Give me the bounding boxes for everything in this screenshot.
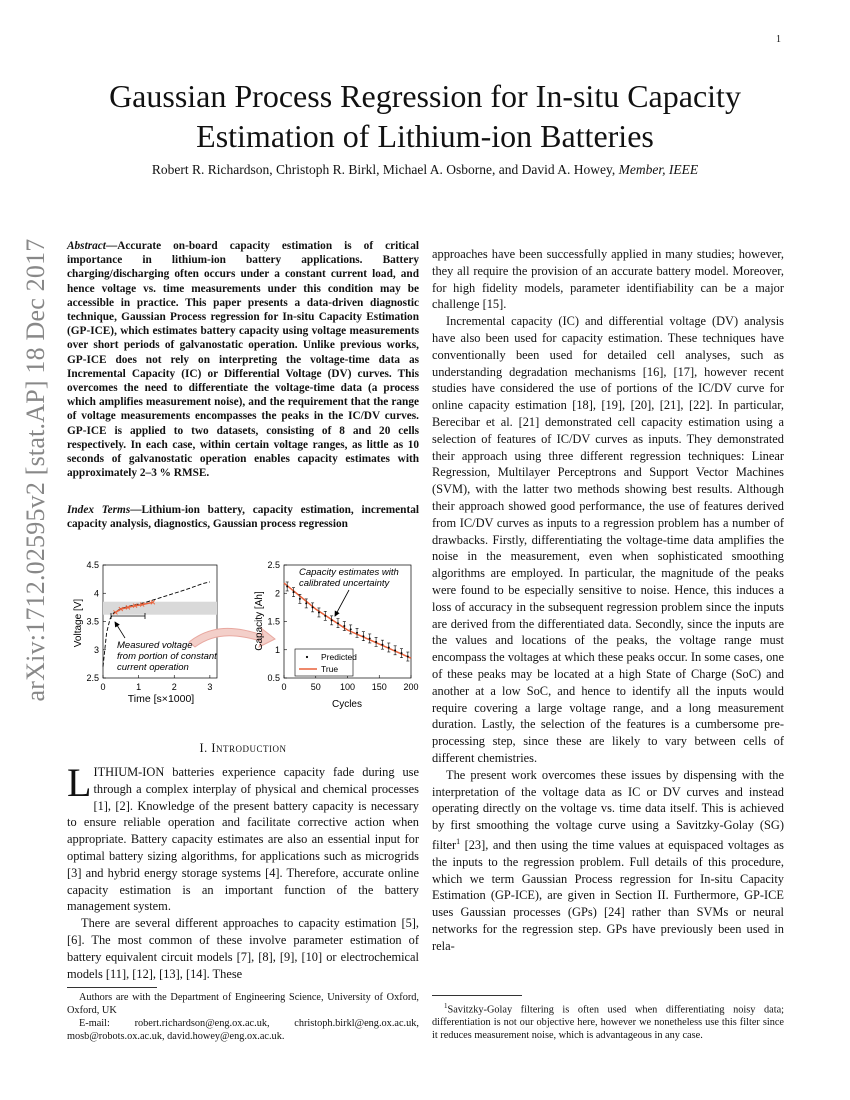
right-ytick-label: 1 xyxy=(274,644,280,655)
footnote-rule-right xyxy=(432,995,522,996)
right-ytick-label: 2 xyxy=(274,588,280,599)
author-emails: E-mail: robert.richardson@eng.ox.ac.uk, christoph.birkl@eng.ox.ac.uk, mosb@robots.ox.ac.uk, david.howey@eng.ox.ac.uk. xyxy=(67,1018,419,1042)
predicted-point xyxy=(299,598,301,600)
left-annotation-line-2: from portion of constant xyxy=(117,651,217,662)
left-ytick-label: 3.5 xyxy=(86,616,99,627)
intro-column xyxy=(67,760,419,982)
footnote-rule-left xyxy=(67,987,157,988)
index-terms-text: —Lithium-ion battery, capacity estimation, incremental capacity analysis, diagnostics, Gaussian process regression xyxy=(67,504,419,531)
right-paragraph-3 xyxy=(432,767,784,955)
paper-title xyxy=(60,76,790,156)
author-list xyxy=(60,162,790,178)
intro-paragraph-1-text: ITHIUM-ION batteries experience capacity fade during use through a complex interplay of physical and chemical processes [1], [2]. Knowledge of the present battery capacity is necessary to ensure reliable operation and facilitate corrective action when appropriate. Battery capacity estimates are also an essential input for optimal battery sizing algorithms, for applications such as microgrids [3] and hybrid energy storage systems [4]. Therefore, accurate online capacity estimation is an important function of the battery management system. xyxy=(67,765,419,914)
left-annotation-pointer xyxy=(115,622,125,638)
predicted-point xyxy=(324,615,326,617)
predicted-point xyxy=(293,591,295,593)
arxiv-stamp xyxy=(0,0,60,1100)
sg-footnote-text: Savitzky-Golay filtering is often used when differentiating noisy data; differentiation is not our objective here, however we nonetheless use this filter since it reduces measurement noise, which is advantageous in any case. xyxy=(432,1004,784,1042)
dropcap: L xyxy=(67,760,92,805)
predicted-point xyxy=(381,644,383,646)
predicted-point xyxy=(407,656,409,658)
title-line-1: Gaussian Process Regression for In-situ Capacity xyxy=(109,78,741,114)
sg-footnote-mark: 1 xyxy=(444,1002,448,1010)
right-xtick-label: 200 xyxy=(403,682,419,692)
right-annotation-pointer xyxy=(335,590,349,616)
section-heading-text: I. Introduction xyxy=(199,741,287,755)
authors-member: Member, IEEE xyxy=(618,162,699,177)
footnote-ref[interactable]: 1 xyxy=(456,836,461,846)
predicted-point xyxy=(369,637,371,639)
legend-true-label: True xyxy=(321,664,339,674)
predicted-point xyxy=(312,606,314,608)
author-footnote xyxy=(67,991,419,1043)
predicted-point xyxy=(375,641,377,643)
sg-footnote xyxy=(432,1000,784,1042)
right-ytick-label: 1.5 xyxy=(267,616,280,627)
predicted-point xyxy=(356,632,358,634)
right-paragraph-3-a: The present work overcomes these issues by dispensing with the interpretation of the voltage data as IC or DV curves and instead operating directly on the voltage vs. time data itself. This is achieved by first smoothing the voltage curve using a Savitzky-Golay (SG) filter xyxy=(432,767,784,853)
right-ytick-label: 0.5 xyxy=(267,673,280,683)
right-xtick-label: 150 xyxy=(371,682,387,692)
predicted-point xyxy=(362,635,364,637)
abstract-label: Abstract xyxy=(67,240,106,252)
figure-1 xyxy=(67,555,419,715)
right-annotation-line-1: Capacity estimates with xyxy=(299,567,399,578)
legend-predicted-label: Predicted xyxy=(321,652,357,662)
predicted-point xyxy=(305,602,307,604)
left-ytick-label: 2.5 xyxy=(86,673,99,683)
right-xtick-label: 100 xyxy=(339,682,356,692)
left-xtick-label: 2 xyxy=(171,682,177,692)
title-line-2: Estimation of Lithium-ion Batteries xyxy=(196,118,654,154)
left-xtick-label: 0 xyxy=(100,682,106,692)
left-ytick-label: 3 xyxy=(93,644,99,655)
abstract-text: —Accurate on-board capacity estimation is of critical importance in lithium-ion battery applications. Battery charging/discharging often occurs under a constant current load, and hence voltage vs. time measurements under this condition may be accessible in practice. This paper presents a data-driven diagnostic technique, Gaussian Process regression for In-situ Capacity Estimation (GP-ICE), which estimates battery capacity using voltage measurements over short periods of galvanostatic operation. Unlike previous works, GP-ICE does not rely on interpreting the voltage-time data as Incremental Capacity (IC) or Differential Voltage (DV) curves. This overcomes the need to differentiate the voltage-time data (a process which amplifies measurement noise), and the requirement that the range of voltage measurements encompasses the peaks in the IC/DV curves. GP-ICE is applied to two datasets, consisting of 8 and 20 cells respectively. In each case, within certain voltage ranges, as little as 10 seconds of galvanostatic operation enables capacity estimates with approximately 2–3 % RMSE. xyxy=(67,240,419,480)
left-xtick-label: 1 xyxy=(136,682,142,692)
predicted-point xyxy=(394,649,396,651)
true-capacity-line xyxy=(284,583,411,658)
intro-paragraph-2: There are several different approaches to capacity estimation [5], [6]. The most common of these involve parameter estimation of battery equivalent circuit models [7], [8], [9], [10] or electrochemical models [11], [12], [13], [14]. These xyxy=(67,916,419,981)
right-annotation-line-2: calibrated uncertainty xyxy=(299,578,390,589)
predicted-point xyxy=(350,628,352,630)
predicted-point xyxy=(337,622,339,624)
predicted-point xyxy=(343,625,345,627)
page-number: 1 xyxy=(776,34,781,45)
predicted-point xyxy=(331,619,333,621)
predicted-point xyxy=(400,652,402,654)
abstract xyxy=(67,239,419,480)
right-paragraph-1: approaches have been successfully applied in many studies; however, they all require the provision of an accurate battery model. Moreover, for high fidelity models, parameter identifiability can be a major challenge [15]. xyxy=(432,247,784,312)
left-ytick-label: 4 xyxy=(93,588,99,599)
left-xlabel: Time [s×1000] xyxy=(127,693,195,705)
left-ytick-label: 4.5 xyxy=(86,560,99,570)
authors-names: Robert R. Richardson, Christoph R. Birkl, Michael A. Osborne, and David A. Howey, xyxy=(151,162,616,177)
right-ytick-label: 2.5 xyxy=(267,560,280,570)
predicted-point xyxy=(286,585,288,587)
right-paragraph-3-b: [23], and then using the time values at equispaced voltages as the inputs to the regression problem. Full details of this procedure, which we term Gaussian Process regression for In-situ Capacity Estimation (GP-ICE), are given in Section II. Furthermore, GP-ICE uses Gaussian processes (GPs) [24] rather than SVMs or neural networks for the regression step. GPs have previously been used in rela- xyxy=(432,838,784,953)
right-column xyxy=(432,246,784,955)
intro-paragraph-1 xyxy=(67,760,419,915)
index-terms-label: Index Terms xyxy=(67,504,131,516)
author-affiliation: Authors are with the Department of Engineering Science, University of Oxford, Oxford, UK xyxy=(67,992,419,1016)
index-terms xyxy=(67,503,419,531)
left-annotation-line-3: current operation xyxy=(117,662,189,673)
right-xtick-label: 50 xyxy=(310,682,321,692)
predicted-point xyxy=(388,646,390,648)
legend-predicted-marker xyxy=(306,656,308,658)
right-paragraph-2: Incremental capacity (IC) and differential voltage (DV) analysis have also been used for capacity estimation. These techniques have conventionally been used for detailed cell analyses, such as understanding degradation mechanisms [16], [17], however recent studies have considered the use of portions of the IC/DV curve for online capacity estimation [18], [19], [20], [21], [22]. In particular, Berecibar et al. [21] demonstrated cell capacity estimation using a selection of features of IC/DV curves as inputs. They demonstrated their approach using three different regression techniques: Linear Regression, Multilayer Perceptrons and Support Vector Machines (SVM), with the latter two methods showing best results. Although their approach showed good performance, the use of features derived from IC/DV curves as inputs to a regression problem has a number of drawbacks. Firstly, differentiating the voltage-time data amplifies the noise in the measurement, even when sophisticated smoothing algorithms are employed. In particular, the magnitude of the peaks were found to be especially sensitive to noise. Hence, this induces a loss of accuracy in the subsequent regression problem since the inputs are derived from the differentiated data. Secondly, since the inputs are the values and locations of the peaks, the voltage range must encompass the voltages at which these peaks occur. In some cases, one of these peaks may be located at a high State of Charge (SoC) and another at a low SoC, and hence to identify all the inputs would require covering a large voltage range, and a long measurement duration. Lastly, the selection of the features is a cumbersome pre-processing step, since these are likely to vary between cells of different chemistries. xyxy=(432,314,784,765)
predicted-point xyxy=(318,611,320,613)
left-annotation-line-1: Measured voltage xyxy=(117,640,193,651)
left-ylabel: Voltage [V] xyxy=(73,598,84,648)
right-ylabel: Capacity [Ah] xyxy=(254,591,265,651)
section-heading xyxy=(67,741,419,756)
right-xlabel: Cycles xyxy=(331,699,363,710)
right-xtick-label: 0 xyxy=(281,682,287,692)
left-xtick-label: 3 xyxy=(207,682,213,692)
arxiv-stamp-text: arXiv:1712.02595v2 [stat.AP] 18 Dec 2017 xyxy=(21,238,50,702)
